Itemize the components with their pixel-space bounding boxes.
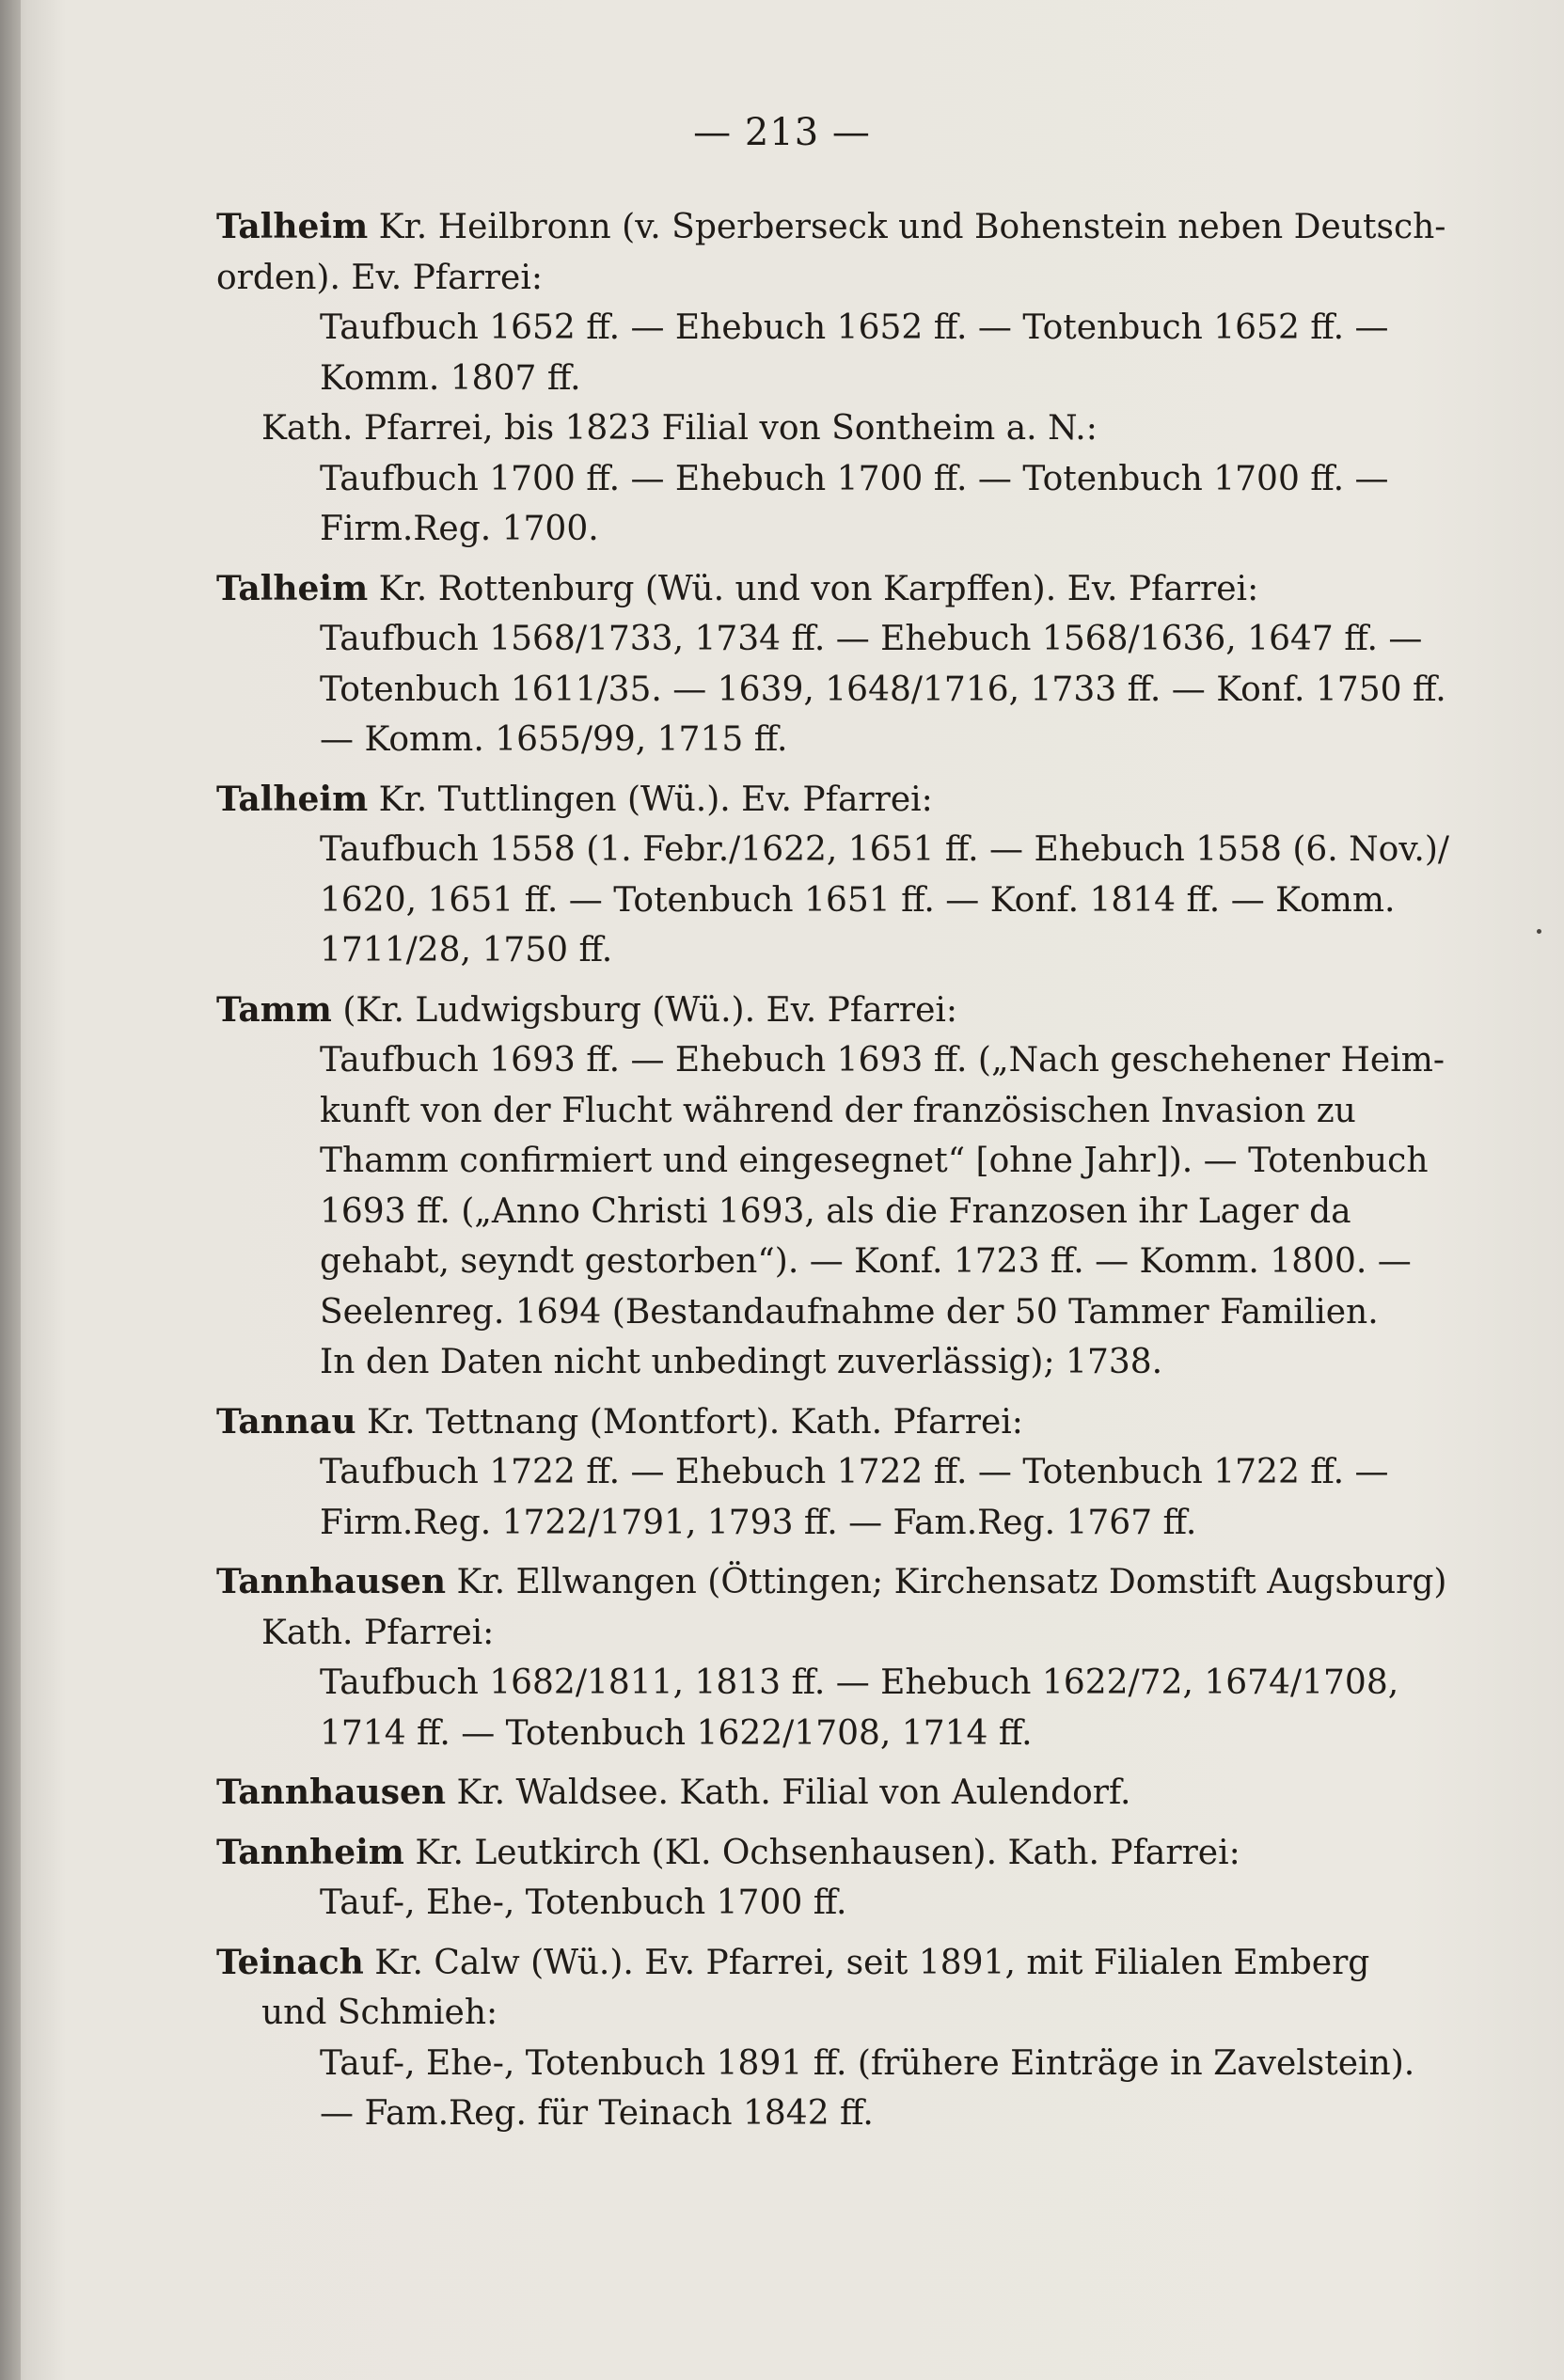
register-entry bbox=[216, 985, 1445, 1388]
entry-text: Taufbuch 1682/1811, 1813 ff. — Ehebuch 1622/72, 1674/1708, bbox=[320, 1663, 1399, 1702]
entry-text: Kath. Pfarrei, bis 1823 Filial von Sontheim a. N.: bbox=[261, 409, 1098, 448]
entry-text: und Schmieh: bbox=[261, 1994, 498, 2032]
place-name: Talheim bbox=[216, 568, 369, 608]
entry-text: Kr. Ellwangen (Öttingen; Kirchensatz Domstift Augsburg) bbox=[456, 1563, 1447, 1601]
entry-text: Taufbuch 1558 (1. Febr./1622, 1651 ff. — Ehebuch 1558 (6. Nov.)/ bbox=[320, 830, 1450, 869]
entry-text: 1711/28, 1750 ff. bbox=[320, 931, 613, 969]
entry-line bbox=[216, 1498, 1439, 1549]
entry-text: Firm.Reg. 1700. bbox=[320, 510, 599, 548]
entry-line bbox=[216, 1988, 1439, 2039]
entry-text: Taufbuch 1568/1733, 1734 ff. — Ehebuch 1568/1636, 1647 ff. — bbox=[320, 620, 1423, 658]
register-entry bbox=[216, 564, 1446, 765]
place-name: Tannheim bbox=[216, 1832, 404, 1872]
place-name: Talheim bbox=[216, 207, 369, 246]
register-entry bbox=[216, 202, 1446, 555]
entry-text: In den Daten nicht unbedingt zuverlässig); 1738. bbox=[320, 1343, 1163, 1381]
entry-line bbox=[216, 504, 1439, 555]
entry-first-line bbox=[216, 1557, 1447, 1608]
entry-first-line bbox=[216, 1397, 1439, 1448]
page-number: — 213 — bbox=[693, 111, 871, 154]
entry-text: gehabt, seyndt gestorben“). — Konf. 1723 ff. — Komm. 1800. — bbox=[320, 1242, 1412, 1281]
entry-first-line bbox=[216, 1938, 1439, 1989]
entry-line bbox=[216, 354, 1439, 404]
place-name: Tannau bbox=[216, 1401, 356, 1442]
entry-line bbox=[216, 2039, 1439, 2089]
entry-line bbox=[216, 825, 1450, 875]
entry-text: 1693 ff. („Anno Christi 1693, als die Franzosen ihr Lager da bbox=[320, 1191, 1351, 1231]
binding-edge bbox=[0, 0, 21, 2380]
entry-text: Komm. 1807 ff. bbox=[320, 358, 581, 398]
entry-text: 1620, 1651 ff. — Totenbuch 1651 ff. — Konf. 1814 ff. — Komm. bbox=[320, 880, 1396, 920]
entry-text: Taufbuch 1722 ff. — Ehebuch 1722 ff. — Totenbuch 1722 ff. — bbox=[320, 1453, 1389, 1491]
entry-first-line bbox=[216, 1768, 1439, 1819]
place-name: Talheim bbox=[216, 779, 369, 819]
entry-line bbox=[216, 303, 1439, 354]
entry-line bbox=[216, 925, 1439, 976]
entry-text: (Kr. Ludwigsburg (Wü.). Ev. Pfarrei: bbox=[342, 990, 958, 1030]
entry-text: orden). Ev. Pfarrei: bbox=[216, 258, 543, 297]
entry-line bbox=[216, 1337, 1439, 1388]
entry-text: Kr. Heilbronn (v. Sperberseck und Bohenstein neben Deutsch- bbox=[378, 208, 1446, 246]
entry-text: 1714 ff. — Totenbuch 1622/1708, 1714 ff. bbox=[320, 1713, 1033, 1753]
entry-first-line bbox=[216, 985, 1439, 1036]
entry-text: Taufbuch 1700 ff. — Ehebuch 1700 ff. — Totenbuch 1700 ff. — bbox=[320, 459, 1389, 498]
register-entry bbox=[216, 1557, 1447, 1758]
entry-first-line bbox=[216, 202, 1446, 253]
register-entry bbox=[216, 1828, 1439, 1929]
entry-line bbox=[216, 715, 1439, 765]
entry-text: Kr. Waldsee. Kath. Filial von Aulendorf. bbox=[456, 1773, 1131, 1812]
entry-text: Thamm confirmiert und eingesegnet“ [ohne Jahr]). — Totenbuch bbox=[320, 1142, 1429, 1180]
entry-line bbox=[216, 253, 1439, 304]
entry-text: — Komm. 1655/99, 1715 ff. bbox=[320, 720, 788, 759]
entry-line bbox=[216, 1086, 1439, 1137]
entry-first-line bbox=[216, 775, 1439, 826]
place-name: Tamm bbox=[216, 989, 332, 1030]
entry-text: Kr. Calw (Wü.). Ev. Pfarrei, seit 1891, mit Filialen Emberg bbox=[374, 1943, 1370, 1982]
entry-text: Kr. Rottenburg (Wü. und von Karpffen). Ev. Pfarrei: bbox=[378, 569, 1259, 608]
entry-first-line bbox=[216, 564, 1439, 615]
entry-text: Taufbuch 1693 ff. — Ehebuch 1693 ff. („Nach geschehener Heim- bbox=[320, 1041, 1445, 1080]
entry-line bbox=[216, 403, 1439, 454]
entry-text: Taufbuch 1652 ff. — Ehebuch 1652 ff. — Totenbuch 1652 ff. — bbox=[320, 308, 1389, 347]
entry-text: Totenbuch 1611/35. — 1639, 1648/1716, 1733 ff. — Konf. 1750 ff. bbox=[320, 670, 1446, 709]
entry-text: Kr. Tuttlingen (Wü.). Ev. Pfarrei: bbox=[378, 780, 933, 819]
entry-line bbox=[216, 614, 1439, 665]
register-entries bbox=[216, 202, 1450, 2149]
entry-line bbox=[216, 1136, 1439, 1187]
register-entry bbox=[216, 1768, 1439, 1819]
entry-line bbox=[216, 1447, 1439, 1498]
entry-line bbox=[216, 1658, 1439, 1709]
register-entry bbox=[216, 1938, 1439, 2139]
paper-speck bbox=[1537, 929, 1541, 934]
entry-line bbox=[216, 665, 1446, 716]
entry-text: Tauf-, Ehe-, Totenbuch 1700 ff. bbox=[320, 1884, 847, 1922]
entry-text: kunft von der Flucht während der französischen Invasion zu bbox=[320, 1091, 1356, 1130]
entry-line bbox=[216, 875, 1439, 926]
entry-text: Seelenreg. 1694 (Bestandaufnahme der 50 Tammer Familien. bbox=[320, 1292, 1379, 1332]
entry-line bbox=[216, 1187, 1439, 1237]
entry-line bbox=[216, 1608, 1439, 1659]
register-entry bbox=[216, 775, 1450, 976]
entry-text: — Fam.Reg. für Teinach 1842 ff. bbox=[320, 2094, 874, 2133]
entry-line bbox=[216, 1287, 1439, 1338]
register-entry bbox=[216, 1397, 1439, 1549]
entry-text: Kath. Pfarrei: bbox=[261, 1613, 495, 1652]
place-name: Tannhausen bbox=[216, 1773, 447, 1812]
entry-text: Kr. Tettnang (Montfort). Kath. Pfarrei: bbox=[366, 1402, 1023, 1442]
entry-line bbox=[216, 1878, 1439, 1929]
entry-line bbox=[216, 1035, 1445, 1086]
place-name: Tannhausen bbox=[216, 1562, 447, 1601]
entry-line bbox=[216, 454, 1439, 505]
place-name: Teinach bbox=[216, 1942, 364, 1982]
entry-line bbox=[216, 2088, 1439, 2139]
entry-line bbox=[216, 1709, 1439, 1759]
entry-first-line bbox=[216, 1828, 1439, 1879]
entry-text: Tauf-, Ehe-, Totenbuch 1891 ff. (frühere Einträge in Zavelstein). bbox=[320, 2043, 1415, 2083]
entry-text: Kr. Leutkirch (Kl. Ochsenhausen). Kath. Pfarrei: bbox=[415, 1833, 1240, 1872]
entry-text: Firm.Reg. 1722/1791, 1793 ff. — Fam.Reg. 1767 ff. bbox=[320, 1503, 1197, 1542]
entry-line bbox=[216, 1237, 1439, 1287]
